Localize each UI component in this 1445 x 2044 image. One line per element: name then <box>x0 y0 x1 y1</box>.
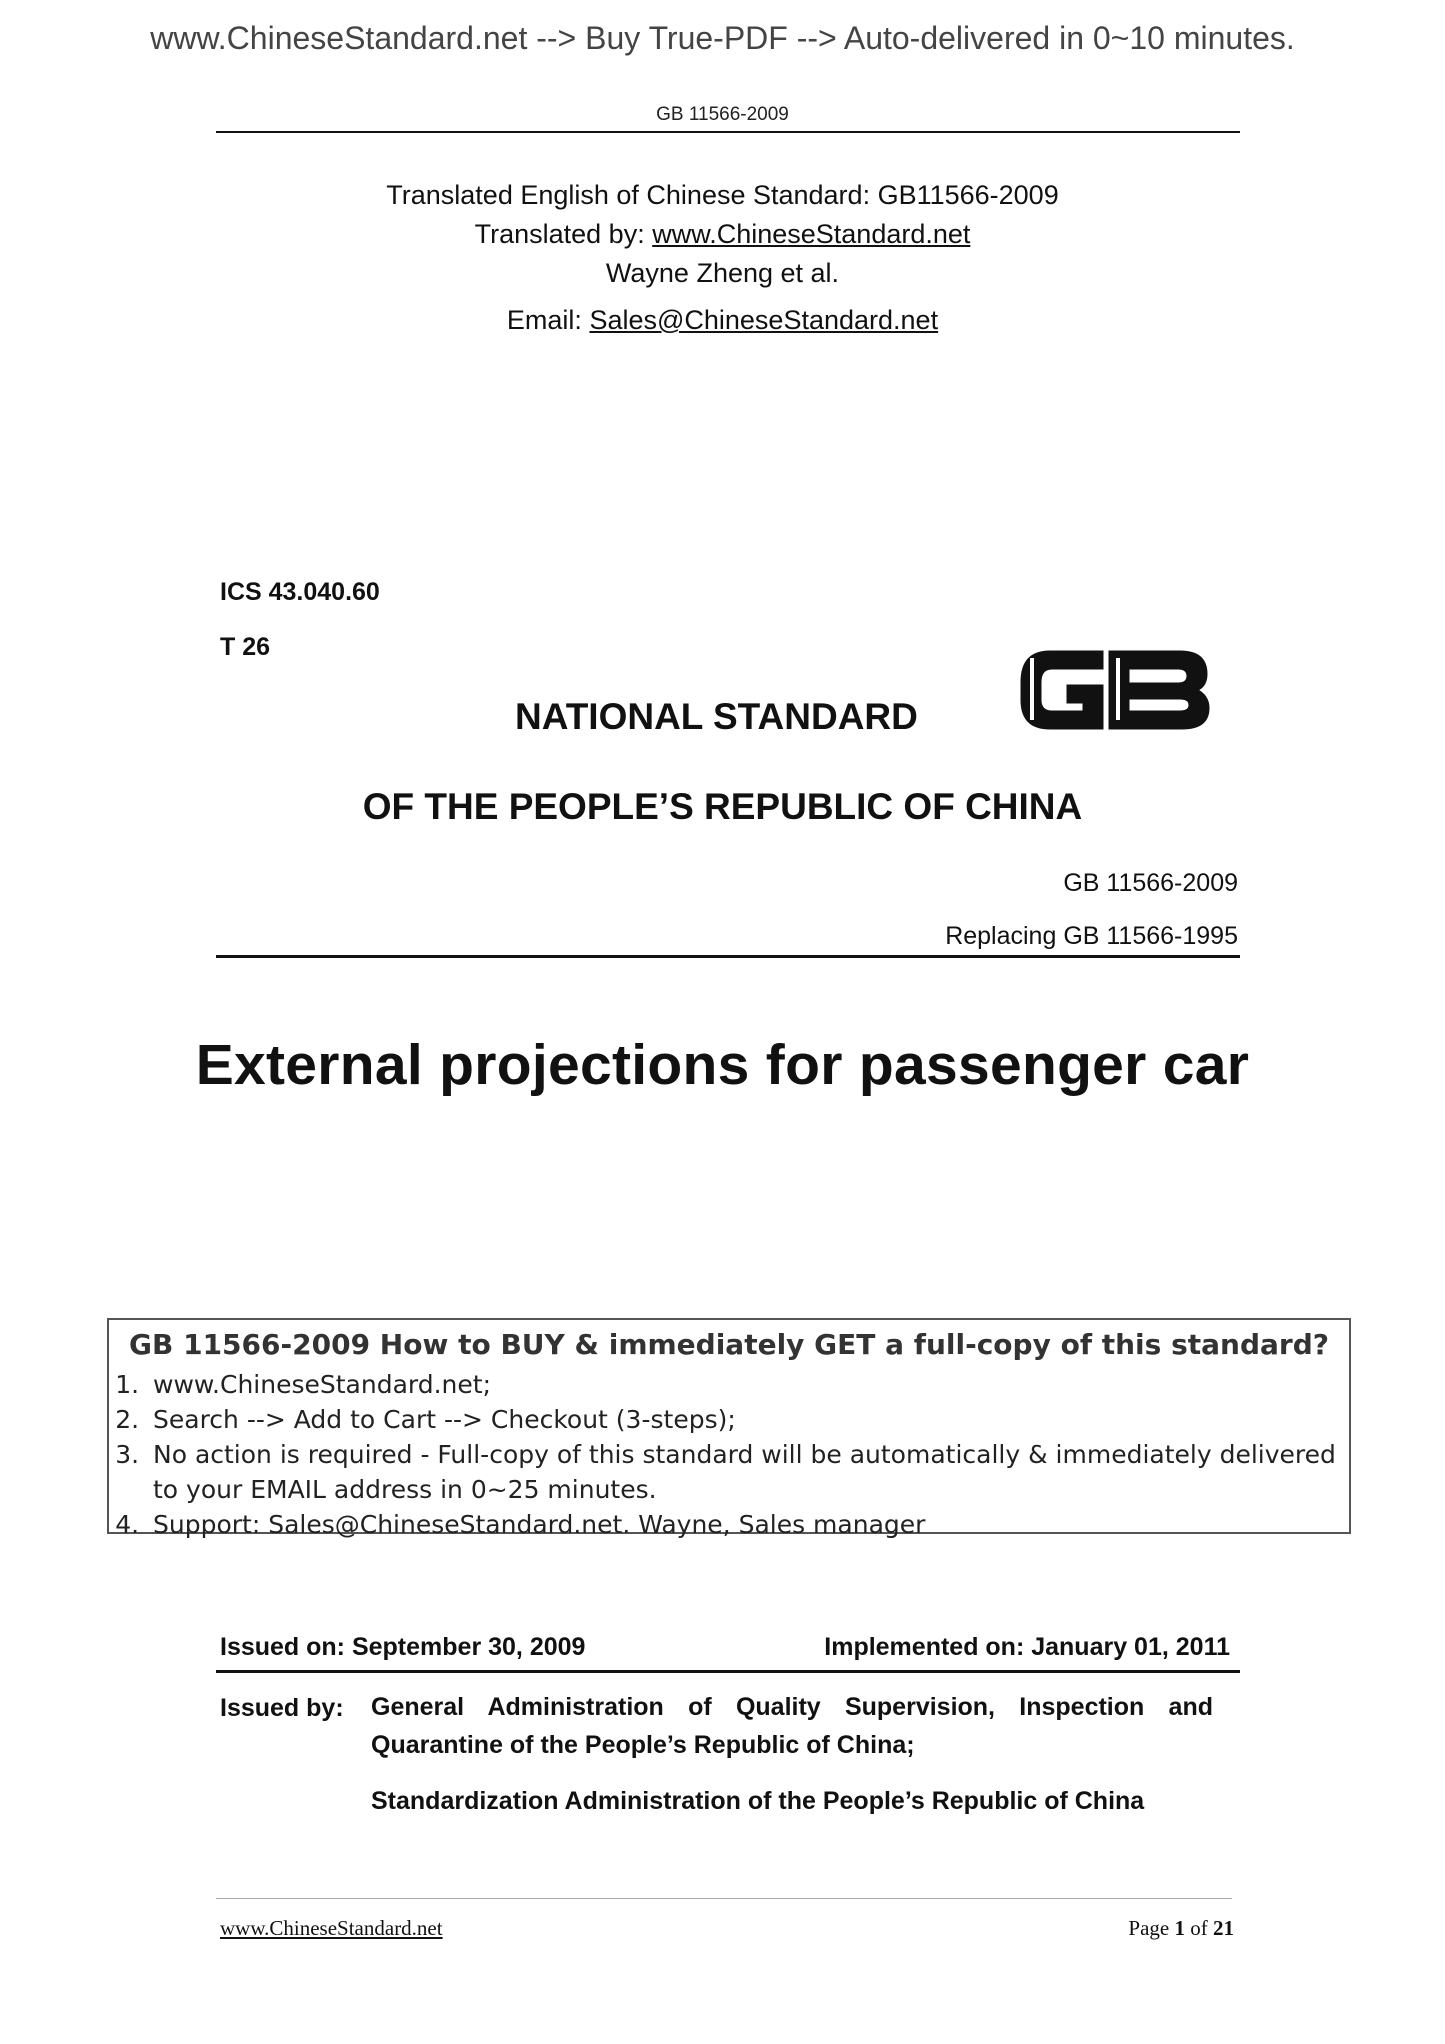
email-link[interactable]: Sales@ChineseStandard.net <box>589 305 939 335</box>
footer-site-link[interactable]: www.ChineseStandard.net <box>220 1916 443 1940</box>
gb-logo <box>1010 640 1218 740</box>
buy-step: 2. Search --> Add to Cart --> Checkout (3-steps); <box>147 1402 1349 1437</box>
document-title: External projections for passenger car <box>195 1033 1250 1097</box>
implemented-on: Implemented on: January 01, 2011 <box>824 1633 1230 1661</box>
page-indicator <box>1128 1916 1234 1941</box>
email-label: Email: <box>506 305 590 335</box>
translated-by-label: Translated by: <box>474 219 653 249</box>
of-label: of <box>1185 1916 1213 1940</box>
buy-step: 3. No action is required - Full-copy of this standard will be automatically & immediately delivered to your EMAIL address in 0~25 minutes. <box>147 1437 1349 1507</box>
gb-logo-mark <box>1010 640 1218 740</box>
national-standard-heading: NATIONAL STANDARD <box>515 696 918 737</box>
buy-box-title: GB 11566-2009 How to BUY & immediately GET a full-copy of this standard? <box>129 1328 1329 1361</box>
authors-line: Wayne Zheng et al. <box>605 258 840 288</box>
translation-line: Translated English of Chinese Standard: GB11566-2009 <box>386 180 1059 210</box>
buy-steps-list <box>109 1367 1349 1542</box>
translator-link[interactable]: www.ChineseStandard.net <box>652 219 971 249</box>
issue-dates-row <box>220 1633 1230 1662</box>
ics-code: ICS 43.040.60 <box>220 578 380 606</box>
issued-on: Issued on: September 30, 2009 <box>220 1633 586 1661</box>
prc-heading: OF THE PEOPLE’S REPUBLIC OF CHINA <box>362 786 1083 827</box>
page-total: 21 <box>1213 1916 1234 1940</box>
standard-rule <box>216 955 1240 958</box>
buy-step: 4. Support: Sales@ChineseStandard.net. Wayne, Sales manager <box>147 1507 1349 1542</box>
issuer-secondary: Standardization Administration of the People’s Republic of China <box>371 1787 1145 1815</box>
issued-by-label: Issued by: <box>220 1694 344 1722</box>
footer-rule <box>216 1898 1232 1899</box>
top-banner: www.ChineseStandard.net --> Buy True-PDF --> Auto-delivered in 0~10 minutes. <box>150 20 1295 56</box>
issue-rule <box>216 1670 1240 1673</box>
email-line <box>0 305 1445 336</box>
page-number: 1 <box>1174 1916 1185 1940</box>
standard-number: GB 11566-2009 <box>1063 869 1238 897</box>
page-label: Page <box>1128 1916 1175 1940</box>
issuer-primary: General Administration of Quality Supervision, Inspection and Quarantine of the People’s Republic of China; <box>371 1693 1213 1759</box>
buy-info-box <box>107 1318 1351 1539</box>
header-rule <box>216 131 1240 133</box>
replacing-number: Replacing GB 11566-1995 <box>945 922 1238 950</box>
ccs-code: T 26 <box>220 633 271 661</box>
header-standard-code: GB 11566-2009 <box>656 104 789 125</box>
translated-by-line <box>0 219 1445 250</box>
buy-step: 1. www.ChineseStandard.net; <box>147 1367 1349 1402</box>
